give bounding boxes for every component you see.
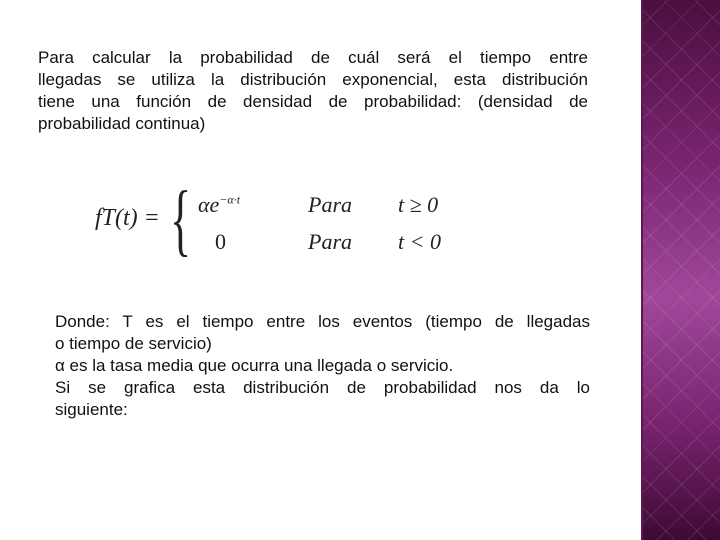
case1-exponent: −α·t [219,192,241,207]
formula-lhs: fT(t) = [95,205,160,231]
intro-line: probabilidad continua) [38,114,206,133]
formula-case2-value: 0 [215,229,226,254]
formula-case1-value [198,192,240,218]
formula-case2-condition: t < 0 [398,229,441,254]
body-line: Donde: T es el tiempo entre los eventos (tiempo de llegadas [55,312,590,331]
formula-case1-condition: t ≥ 0 [398,192,439,217]
formula-case2-word: Para [308,229,352,254]
exponential-density-formula [90,178,460,268]
piecewise-brace: { [170,176,192,264]
intro-line: Para calcular la probabilidad de cuál será el tiempo entre [38,48,588,67]
formula-case1-word: Para [308,192,352,217]
decorative-side-band [641,0,720,540]
case1-base: αe [198,192,220,217]
intro-line: tiene una función de densidad de probabilidad: (densidad de [38,92,588,111]
body-line: o tiempo de servicio) [55,334,212,353]
intro-paragraph [38,47,588,135]
definitions-paragraph [55,311,590,421]
body-line: α es la tasa media que ocurra una llegada o servicio. [55,356,454,375]
body-line: siguiente: [55,400,128,419]
body-line: Si se grafica esta distribución de probabilidad nos da lo [55,378,590,397]
intro-line: llegadas se utiliza la distribución exponencial, esta distribución [38,70,588,89]
